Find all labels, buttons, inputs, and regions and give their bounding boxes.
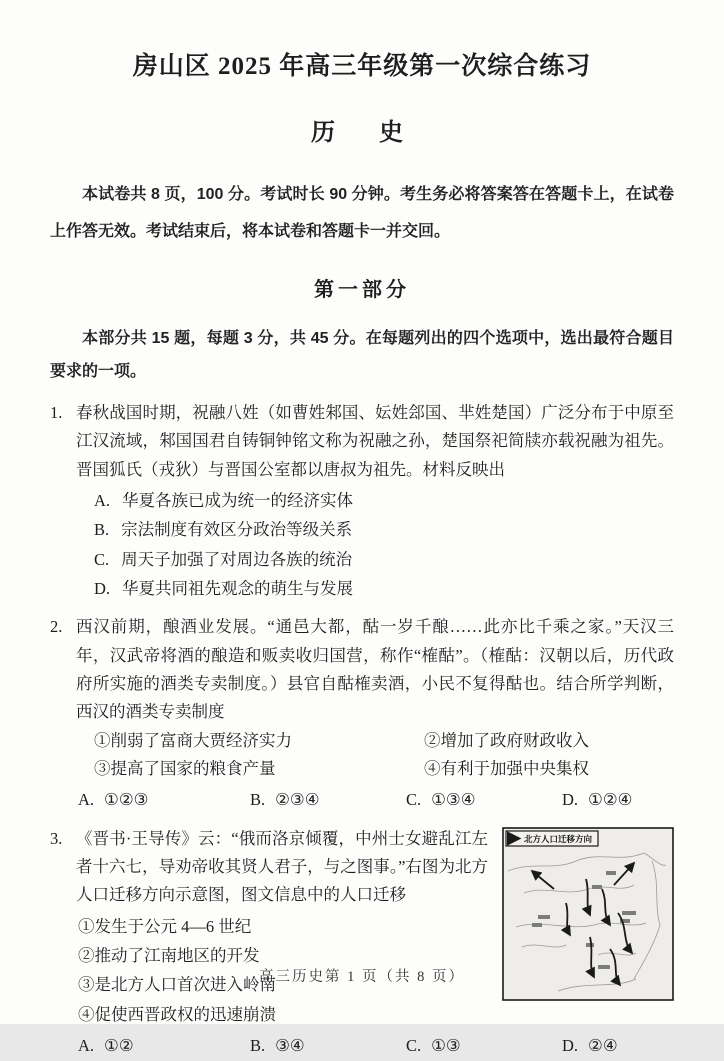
question-stem: 春秋战国时期，祝融八姓（如曹姓邾国、妘姓郐国、芈姓楚国）广泛分布于中原至江汉流域，邾国国君自铸铜钟铭文称为祝融之孙，楚国祭祀简牍亦载祝融为祖先。晋国狐氏（戎狄）与晋国公室都以唐叔为祖先。材料反映出 — [76, 402, 674, 479]
statement-1: ①发生于公元 4—6 世纪 — [78, 916, 252, 936]
statement-2: ②推动了江南地区的开发 — [78, 946, 260, 966]
answer-d — [562, 785, 674, 815]
option-text: 宗法制度有效区分政治等级关系 — [121, 520, 353, 540]
option-b — [94, 515, 674, 544]
question-options — [76, 486, 674, 603]
option-d — [94, 574, 674, 603]
statement-1: ①削弱了富商大贾经济实力 — [94, 730, 292, 750]
subject-title: 历 史 — [311, 120, 413, 146]
map-legend — [506, 831, 598, 846]
question-2 — [50, 613, 674, 814]
answer-text: ③④ — [275, 1036, 305, 1056]
answer-b — [250, 1031, 406, 1061]
option-c — [94, 545, 674, 574]
answer-text: ①③④ — [431, 789, 476, 809]
answer-text: ②④ — [588, 1036, 618, 1056]
legend-label: 北方人口迁移方向 — [524, 833, 593, 844]
page-footer: 高三历史第 1 页（共 8 页） — [259, 969, 465, 985]
answer-a — [78, 1031, 250, 1061]
question-stem: 《晋书·王导传》云：“俄而洛京倾覆，中州士女避乱江左者十六七，导劝帝收其贤人君子，与之图事。”右图为北方人口迁移方向示意图，图文信息中的人口迁移 — [76, 828, 488, 905]
answer-text: ①②③ — [104, 789, 149, 809]
question-statements — [94, 727, 674, 783]
statement-4: ④促使西晋政权的迅速崩溃 — [78, 1004, 276, 1024]
statement-3: ③提高了国家的粮食产量 — [94, 758, 276, 778]
answer-row — [78, 1031, 674, 1061]
answer-d — [562, 1031, 674, 1061]
answer-row — [78, 785, 674, 815]
answer-text: ①② — [104, 1036, 134, 1056]
answer-label: B. — [250, 789, 266, 809]
question-1 — [50, 399, 674, 604]
answer-text: ①②④ — [588, 789, 633, 809]
question-number: 1. — [50, 402, 63, 422]
option-label: C. — [94, 549, 110, 569]
answer-label: C. — [406, 789, 422, 809]
option-label: B. — [94, 520, 110, 540]
statement-3: ③是北方人口首次进入岭南 — [78, 975, 276, 995]
section-intro: 本部分共 15 题，每题 3 分，共 45 分。在每题列出的四个选项中，选出最符合题目要求的一项。 — [50, 329, 674, 381]
option-text: 华夏共同祖先观念的萌生与发展 — [122, 578, 354, 598]
option-text: 华夏各族已成为统一的经济实体 — [122, 490, 354, 510]
question-number: 2. — [50, 617, 63, 637]
option-label: A. — [94, 490, 111, 510]
statement-4: ④有利于加强中央集权 — [424, 758, 589, 778]
option-label: D. — [94, 578, 111, 598]
answer-label: C. — [406, 1036, 422, 1056]
question-number: 3. — [50, 828, 63, 848]
question-3 — [50, 825, 674, 1061]
answer-label: D. — [562, 1036, 579, 1056]
answer-label: D. — [562, 789, 579, 809]
answer-label: A. — [78, 789, 95, 809]
option-text: 周天子加强了对周边各族的统治 — [121, 549, 353, 569]
option-a — [94, 486, 674, 515]
answer-b — [250, 785, 406, 815]
answer-label: A. — [78, 1036, 95, 1056]
question-stem: 西汉前期，酿酒业发展。“通邑大都，酤一岁千酿……此亦比千乘之家。”天汉三年，汉武帝将酒的酿造和贩卖收归国营，称作“榷酤”。（榷酤：汉朝以后，历代政府所实施的酒类专卖制度。）县官自酤榷卖酒，小民不复得酤也。结合所学判断，西汉的酒类专卖制度 — [76, 617, 674, 722]
answer-c — [406, 1031, 562, 1061]
statement-2: ②增加了政府财政收入 — [424, 730, 589, 750]
answer-text: ①③ — [431, 1036, 461, 1056]
answer-label: B. — [250, 1036, 266, 1056]
section-title: 第一部分 — [314, 278, 410, 301]
answer-a — [78, 785, 250, 815]
answer-c — [406, 785, 562, 815]
answer-text: ②③④ — [275, 789, 320, 809]
exam-notice: 本试卷共 8 页，100 分。考试时长 90 分钟。考生务必将答案答在答题卡上，在试卷上作答无效。考试结束后，将本试卷和答题卡一并交回。 — [50, 186, 674, 240]
page-title: 房山区 2025 年高三年级第一次综合练习 — [132, 53, 592, 80]
